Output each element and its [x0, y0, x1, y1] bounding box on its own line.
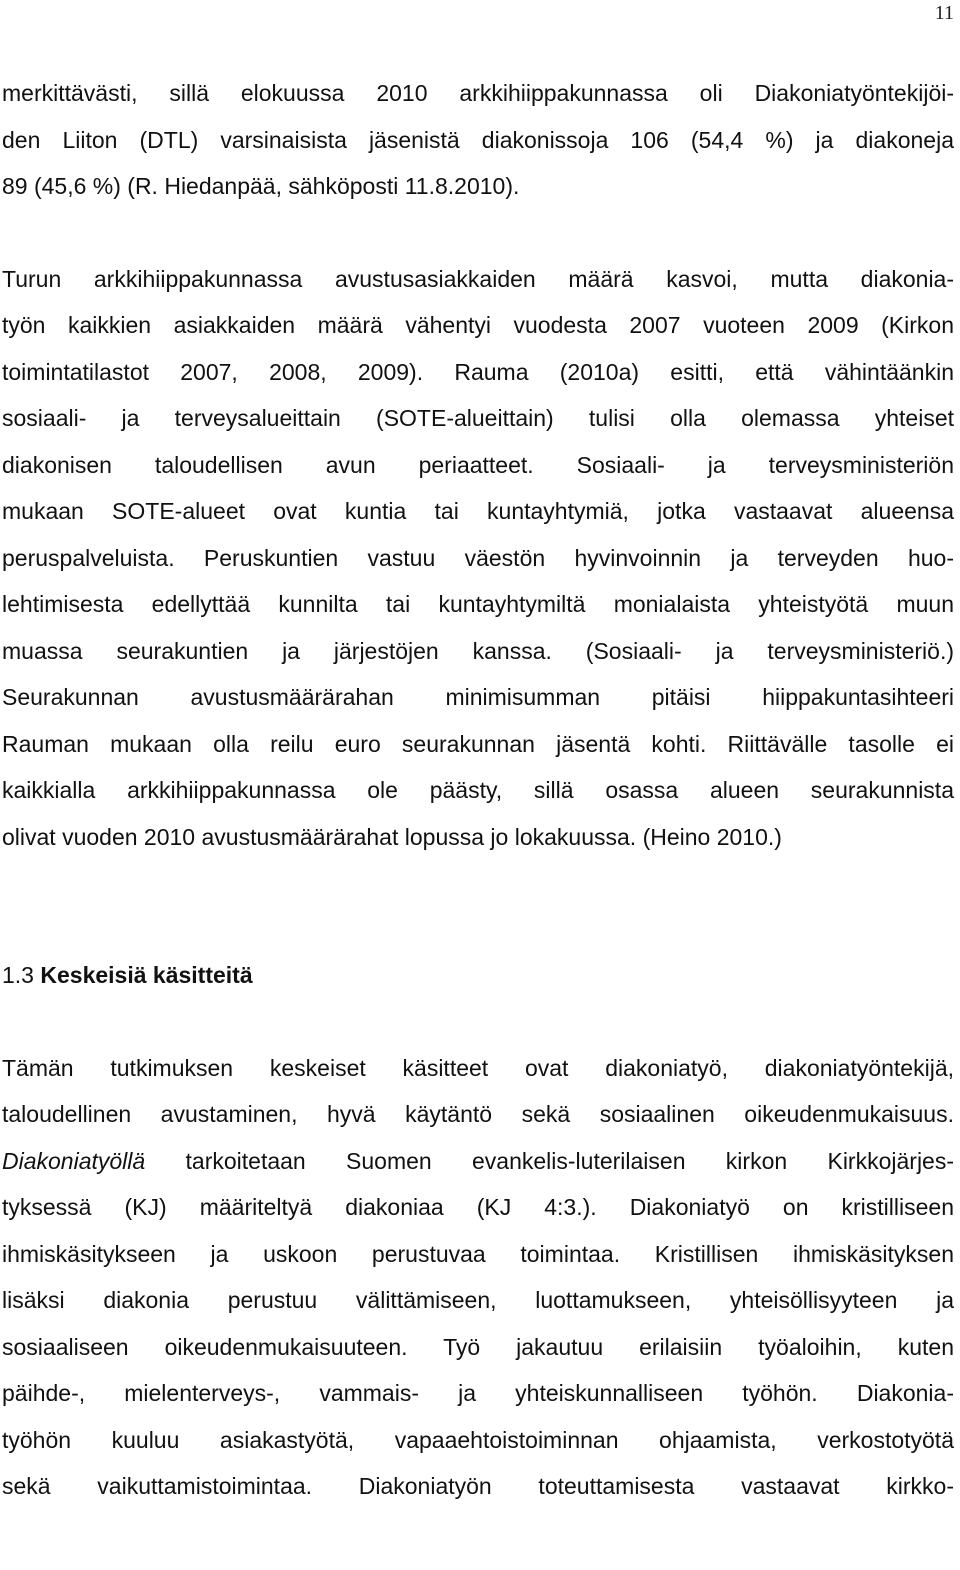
- text-line: työn kaikkien asiakkaiden määrä vähentyi vuodesta 2007 vuoteen 2009 (Kirkon: [2, 312, 954, 338]
- text-line: ihmiskäsitykseen ja uskoon perustuvaa toimintaa. Kristillisen ihmiskäsityksen: [2, 1240, 954, 1267]
- text-line: kaikkialla arkkihiippakunnassa ole päästy, sillä osassa alueen seurakunnista: [2, 777, 954, 803]
- text-line: taloudellinen avustaminen, hyvä käytäntö sekä sosiaalinen oikeudenmukaisuus.: [2, 1101, 954, 1127]
- paragraph-3: [2, 1045, 954, 1510]
- text-line: peruspalveluista. Peruskuntien vastuu väestön hyvinvoinnin ja terveyden huo-: [2, 544, 954, 571]
- section-heading: [2, 952, 954, 999]
- text-fragment: tarkoitetaan Suomen evankelis-luterilaisen kirkon Kirkkojärjes-: [145, 1147, 954, 1174]
- text-line: mukaan SOTE-alueet ovat kuntia tai kuntayhtymiä, jotka vastaavat alueensa: [2, 498, 954, 524]
- section-number: 1.3: [2, 962, 34, 988]
- text-line: sosiaali- ja terveysalueittain (SOTE-alueittain) tulisi olla olemassa yhteiset: [2, 405, 954, 431]
- text-line: diakonisen taloudellisen avun periaatteet. Sosiaali- ja terveysministeriön: [2, 451, 954, 478]
- term-italic: Diakoniatyöllä: [2, 1147, 146, 1174]
- text-line: tyksessä (KJ) määriteltyä diakoniaa (KJ 4:3.). Diakoniatyö on kristilliseen: [2, 1194, 954, 1220]
- paragraph-spacer: [2, 210, 954, 256]
- text-line: merkittävästi, sillä elokuussa 2010 arkkihiippakunnassa oli Diakoniatyöntekijöi-: [2, 80, 954, 106]
- text-line: muassa seurakuntien ja järjestöjen kanssa. (Sosiaali- ja terveysministeriö.): [2, 637, 954, 664]
- paragraph-spacer: [2, 999, 954, 1045]
- text-line: den Liiton (DTL) varsinaisista jäsenistä diakonissoja 106 (54,4 %) ja diakoneja: [2, 126, 954, 153]
- section-title: Keskeisiä käsitteitä: [40, 962, 253, 988]
- page-number: 11: [934, 2, 954, 24]
- text-line: toimintatilastot 2007, 2008, 2009). Rauma (2010a) esitti, että vähintäänkin: [2, 358, 954, 385]
- section-spacer: [2, 860, 954, 952]
- text-line: Turun arkkihiippakunnassa avustusasiakkaiden määrä kasvoi, mutta diakonia-: [2, 265, 954, 292]
- text-line: Rauman mukaan olla reilu euro seurakunnan jäsentä kohti. Riittävälle tasolle ei: [2, 730, 954, 757]
- text-line: työhön kuuluu asiakastyötä, vapaaehtoistoiminnan ohjaamista, verkostotyötä: [2, 1426, 954, 1453]
- text-line: sosiaaliseen oikeudenmukaisuuteen. Työ jakautuu erilaisiin työaloihin, kuten: [2, 1333, 954, 1360]
- text-line: olivat vuoden 2010 avustusmäärärahat lopussa jo lokakuussa. (Heino 2010.): [2, 823, 782, 850]
- document-body: [2, 70, 954, 1510]
- text-line: lisäksi diakonia perustuu välittämiseen, luottamukseen, yhteisöllisyyteen ja: [2, 1287, 954, 1313]
- text-line: [2, 1138, 954, 1185]
- text-line: Tämän tutkimuksen keskeiset käsitteet ovat diakoniatyö, diakoniatyöntekijä,: [2, 1054, 954, 1081]
- text-line: Seurakunnan avustusmäärärahan minimisumman pitäisi hiippakuntasihteeri: [2, 684, 954, 710]
- text-line: sekä vaikuttamistoimintaa. Diakoniatyön toteuttamisesta vastaavat kirkko-: [2, 1473, 954, 1499]
- text-line: lehtimisesta edellyttää kunnilta tai kuntayhtymiltä monialaista yhteistyötä muun: [2, 591, 954, 617]
- text-line: 89 (45,6 %) (R. Hiedanpää, sähköposti 11.8.2010).: [2, 173, 520, 199]
- paragraph-2: [2, 256, 954, 861]
- text-line: päihde-, mielenterveys-, vammais- ja yhteiskunnalliseen työhön. Diakonia-: [2, 1380, 954, 1406]
- paragraph-1: [2, 70, 954, 210]
